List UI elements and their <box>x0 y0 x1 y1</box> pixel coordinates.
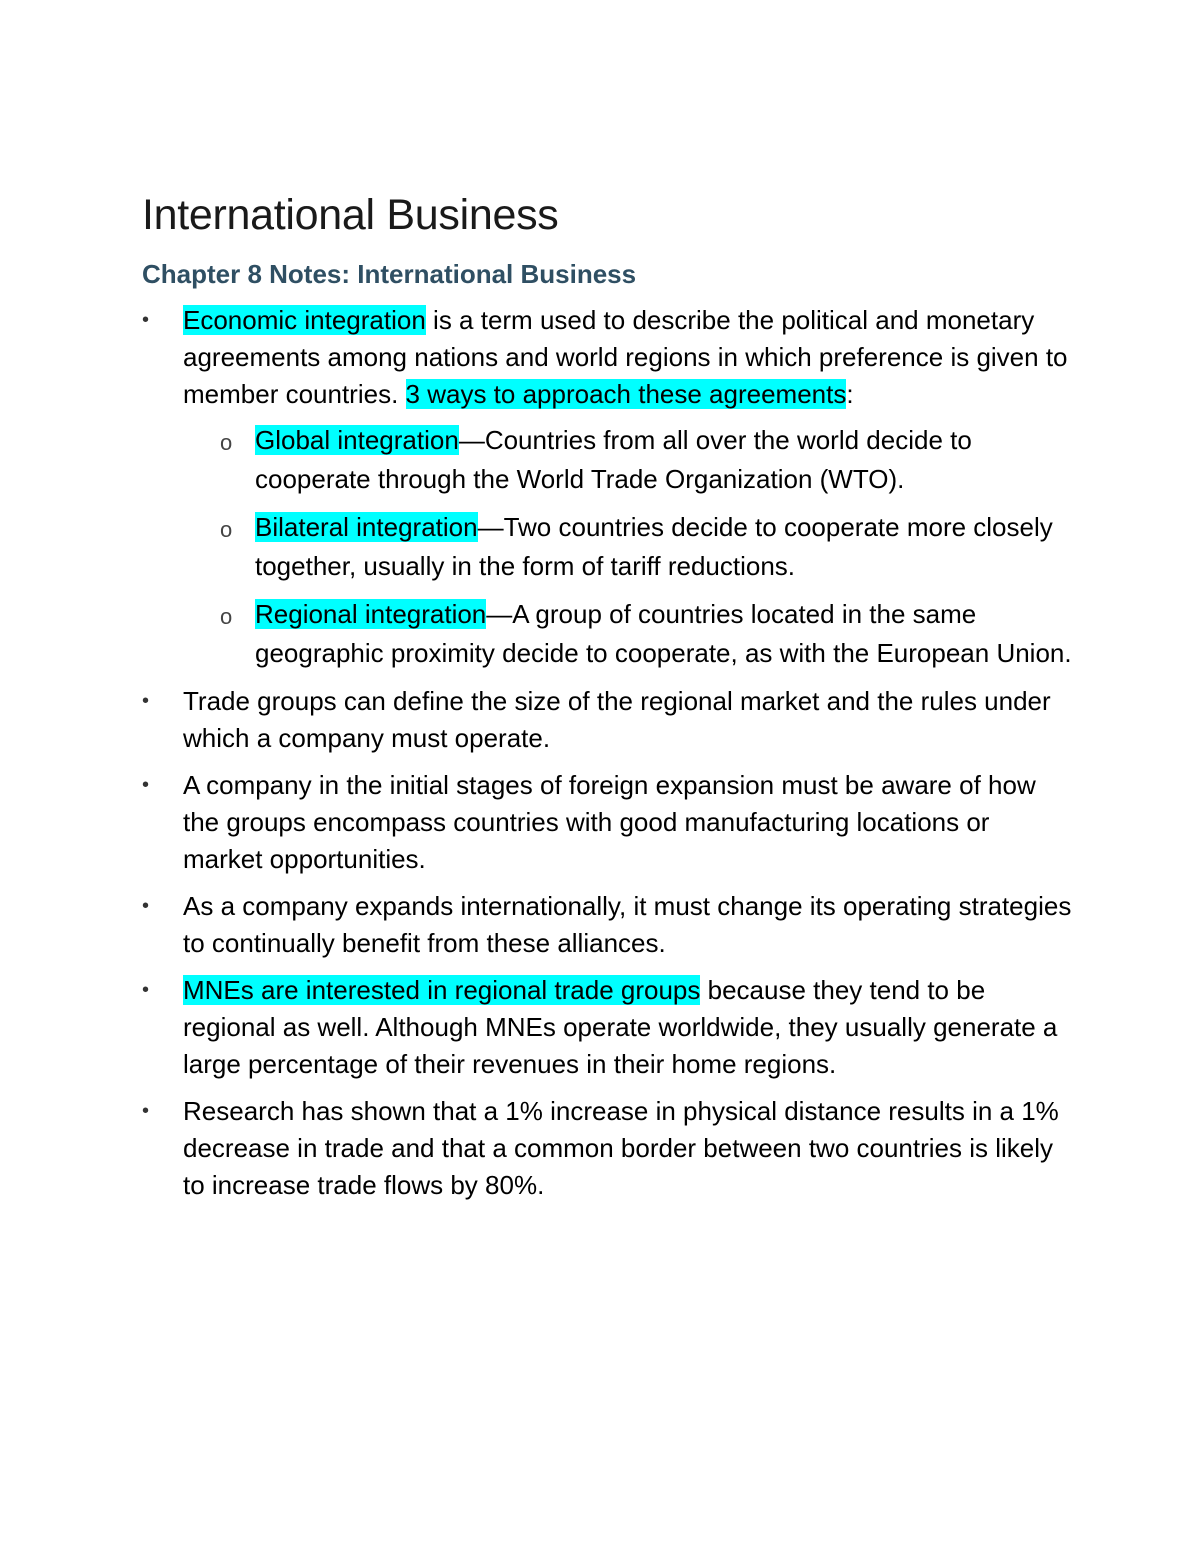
highlighted-term: Bilateral integration <box>255 512 478 542</box>
sub-bullet-text: —A group of countries located in the same geographic proximity decide to cooperate, as with the European Union. <box>255 599 1072 668</box>
sub-bullet-regional-integration <box>183 595 1072 673</box>
sub-bullet-bilateral-integration <box>183 508 1072 586</box>
bullet-text: is a term used to describe the political and monetary agreements among nations and world regions in which preference is given to member countries. <box>183 305 1068 409</box>
bullet-dot-icon: • <box>142 774 150 796</box>
integration-types-list <box>183 421 1072 673</box>
notes-list <box>142 302 1072 1204</box>
bullet-dot-icon: • <box>142 690 150 712</box>
bullet-text: Trade groups can define the size of the regional market and the rules under which a company must operate. <box>183 686 1051 753</box>
highlighted-term: Global integration <box>255 425 459 455</box>
bullet-dot-icon: • <box>142 309 150 331</box>
document-title: International Business <box>142 191 559 239</box>
sub-bullet-global-integration <box>183 421 1072 499</box>
bullet-economic-integration <box>142 302 1072 673</box>
bullet-dot-icon: • <box>142 979 150 1001</box>
bullet-operating-strategies <box>142 888 1072 962</box>
bullet-text: A company in the initial stages of foreign expansion must be aware of how the groups encompass countries with good manufacturing locations or market opportunities. <box>183 770 1036 874</box>
sub-bullet-text: —Two countries decide to cooperate more closely together, usually in the form of tariff reductions. <box>255 512 1053 581</box>
document-page <box>142 190 1072 1214</box>
circle-bullet-icon: o <box>220 604 233 629</box>
circle-bullet-icon: o <box>220 430 233 455</box>
highlighted-phrase: MNEs are interested in regional trade groups <box>183 975 701 1005</box>
bullet-dot-icon: • <box>142 895 150 917</box>
sub-bullet-text: —Countries from all over the world decide to cooperate through the World Trade Organization (WTO). <box>255 425 972 494</box>
highlighted-term: Regional integration <box>255 599 487 629</box>
bullet-text: : <box>846 379 854 409</box>
bullet-trade-groups <box>142 683 1072 757</box>
circle-bullet-icon: o <box>220 517 233 542</box>
chapter-heading: Chapter 8 Notes: International Business <box>142 259 637 289</box>
highlighted-phrase: 3 ways to approach these agreements <box>405 379 847 409</box>
bullet-mnes <box>142 972 1072 1083</box>
bullet-text: Research has shown that a 1% increase in physical distance results in a 1% decrease in trade and that a common border between two countries is likely to increase trade flows by 80%. <box>183 1096 1059 1200</box>
bullet-foreign-expansion <box>142 767 1072 878</box>
highlighted-term: Economic integration <box>183 305 426 335</box>
bullet-text: because they tend to be regional as well. Although MNEs operate worldwide, they usually generate a large percentage of their revenues in their home regions. <box>183 975 1058 1079</box>
bullet-dot-icon: • <box>142 1100 150 1122</box>
bullet-text: As a company expands internationally, it must change its operating strategies to continually benefit from these alliances. <box>183 891 1072 958</box>
bullet-research-distance <box>142 1093 1072 1204</box>
